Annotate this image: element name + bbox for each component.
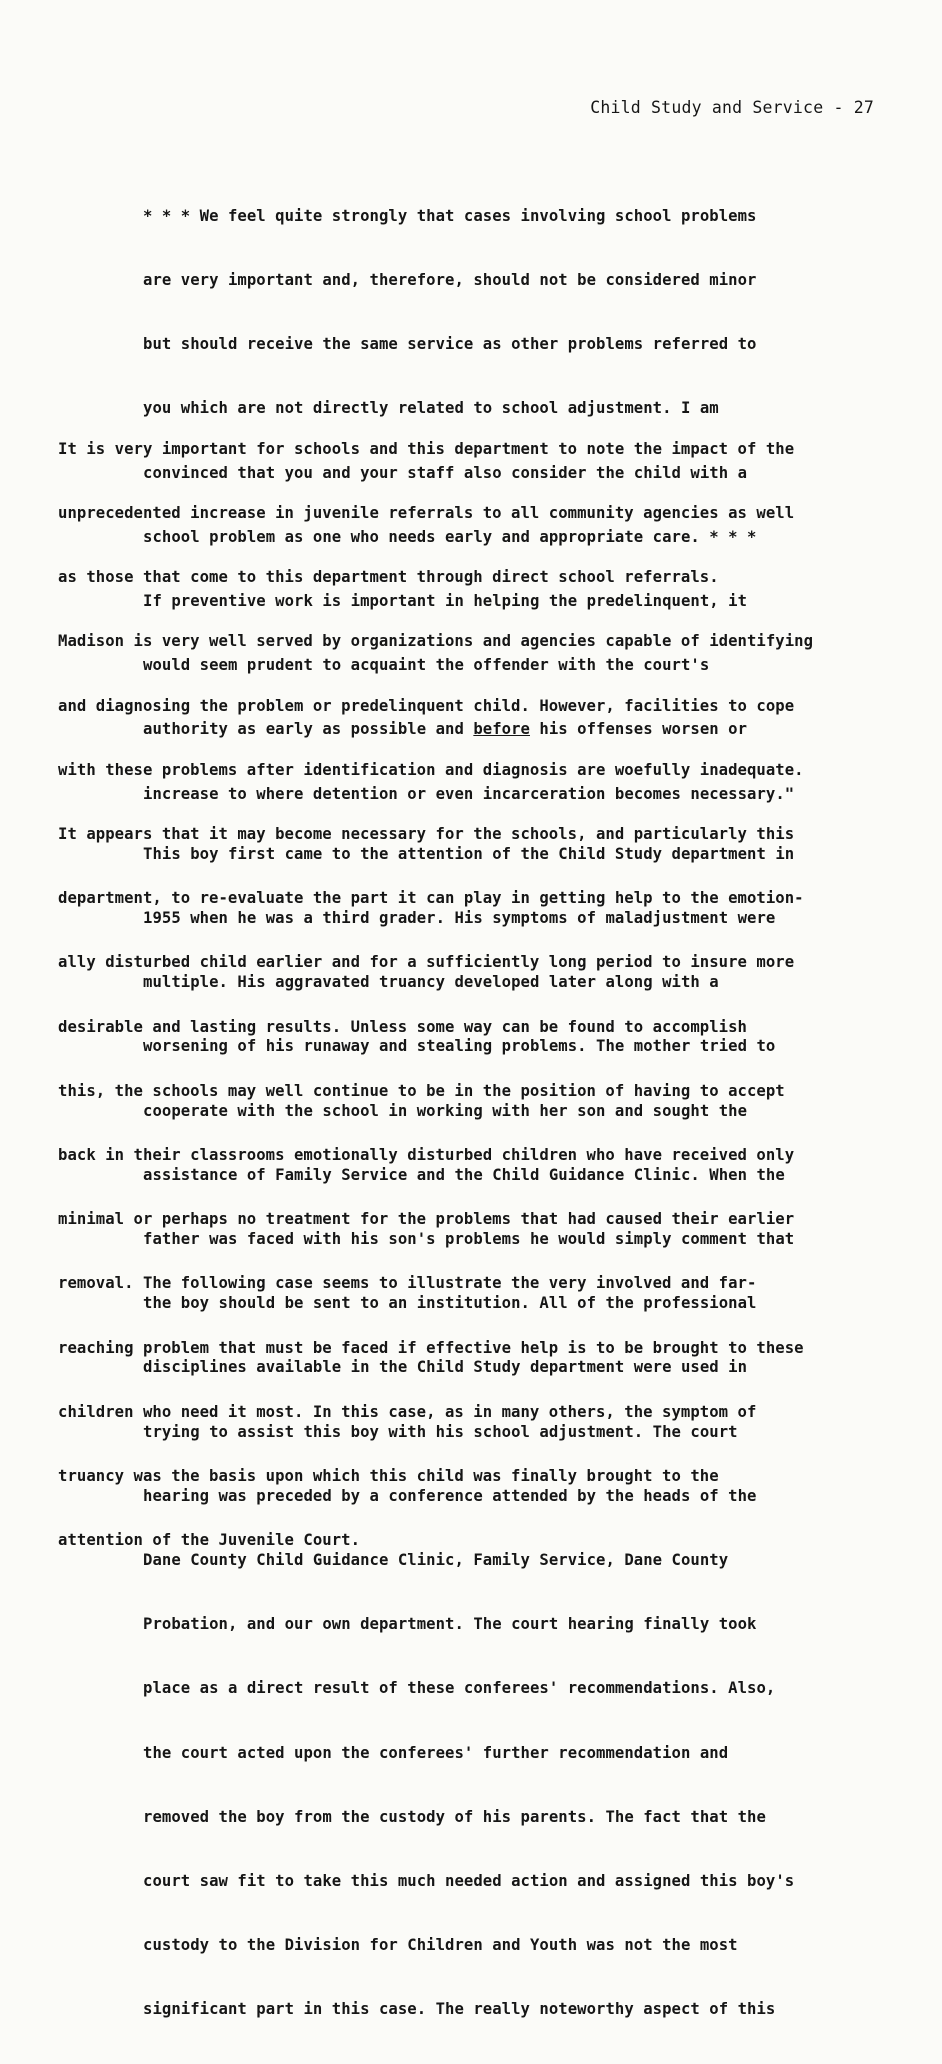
case-study-excerpt xyxy=(143,801,794,2064)
paragraph-line: ally disturbed child earlier and for a sufficiently long period to insure more xyxy=(58,953,795,972)
case-line: father was faced with his son's problems he would simply comment that xyxy=(143,1230,795,1249)
paragraph-line: as those that come to this department through direct school referrals. xyxy=(58,568,719,587)
quote-line: would seem prudent to acquaint the offender with the court's xyxy=(143,656,710,675)
quote-line: you which are not directly related to school adjustment. I am xyxy=(143,399,719,418)
case-line: place as a direct result of these conferees' recommendations. Also, xyxy=(143,1679,776,1698)
case-line: court saw fit to take this much needed action and assigned this boy's xyxy=(143,1872,795,1891)
case-line: This boy first came to the attention of the Child Study department in xyxy=(143,844,795,863)
quote-line: are very important and, therefore, should not be considered minor xyxy=(143,271,757,290)
case-line: custody to the Division for Children and Youth was not the most xyxy=(143,1936,738,1955)
case-line: hearing was preceded by a conference attended by the heads of the xyxy=(143,1486,757,1505)
case-line: disciplines available in the Child Study department were used in xyxy=(143,1358,748,1377)
paragraph-line: back in their classrooms emotionally disturbed children who have received only xyxy=(58,1146,795,1165)
running-header: Child Study and Service - 27 xyxy=(590,98,874,117)
case-line: 1955 when he was a third grader. His symptoms of maladjustment were xyxy=(143,909,776,928)
case-line: assistance of Family Service and the Child Guidance Clinic. When the xyxy=(143,1165,785,1184)
paragraph-line: children who need it most. In this case, as in many others, the symptom of xyxy=(58,1402,757,1421)
paragraph-line: desirable and lasting results. Unless some way can be found to accomplish xyxy=(58,1017,747,1036)
case-line: the boy should be sent to an institution. All of the professional xyxy=(143,1294,757,1313)
case-line: significant part in this case. The really noteworthy aspect of this xyxy=(143,2000,776,2019)
case-line: the court acted upon the conferees' further recommendation and xyxy=(143,1743,729,1762)
quote-line: If preventive work is important in helping the predelinquent, it xyxy=(143,592,748,611)
paragraph-line: reaching problem that must be faced if effective help is to be brought to these xyxy=(58,1338,804,1357)
paragraph-line: attention of the Juvenile Court. xyxy=(58,1531,361,1550)
paragraph-line: It appears that it may become necessary for the schools, and particularly this xyxy=(58,825,795,844)
case-line: multiple. His aggravated truancy developed later along with a xyxy=(143,973,719,992)
underlined-word: before xyxy=(473,720,530,739)
paragraph-line: this, the schools may well continue to be in the position of having to accept xyxy=(58,1081,785,1100)
paragraph-line: with these problems after identification and diagnosis are woefully inadequate. xyxy=(58,760,804,779)
case-line: worsening of his runaway and stealing problems. The mother tried to xyxy=(143,1037,776,1056)
quote-line-start: authority as early as possible and xyxy=(143,720,474,739)
quote-line: but should receive the same service as other problems referred to xyxy=(143,335,757,354)
quote-line: school problem as one who needs early and appropriate care. * * * xyxy=(143,527,757,546)
quote-line-end: his offenses worsen or xyxy=(529,720,748,739)
paragraph-line: It is very important for schools and this department to note the impact of the xyxy=(58,439,795,458)
paragraph-line: unprecedented increase in juvenile referrals to all community agencies as well xyxy=(58,504,795,523)
case-line: Dane County Child Guidance Clinic, Family Service, Dane County xyxy=(143,1551,729,1570)
paragraph-line: truancy was the basis upon which this child was finally brought to the xyxy=(58,1467,719,1486)
quote-line: increase to where detention or even incarceration becomes necessary." xyxy=(143,784,795,803)
case-line: trying to assist this boy with his school adjustment. The court xyxy=(143,1422,738,1441)
paragraph-line: Madison is very well served by organizations and agencies capable of identifying xyxy=(58,632,814,651)
paragraph-line: minimal or perhaps no treatment for the problems that had caused their earlier xyxy=(58,1210,795,1229)
quote-line: convinced that you and your staff also consider the child with a xyxy=(143,463,748,482)
case-line: Probation, and our own department. The court hearing finally took xyxy=(143,1615,757,1634)
case-line: removed the boy from the custody of his parents. The fact that the xyxy=(143,1807,766,1826)
paragraph-line: and diagnosing the problem or predelinquent child. However, facilities to cope xyxy=(58,696,795,715)
case-line: cooperate with the school in working with her son and sought the xyxy=(143,1101,748,1120)
paragraph-line: removal. The following case seems to illustrate the very involved and far- xyxy=(58,1274,757,1293)
quote-line: * * * We feel quite strongly that cases involving school problems xyxy=(143,206,757,225)
paragraph-line: department, to re-evaluate the part it can play in getting help to the emotion- xyxy=(58,889,804,908)
